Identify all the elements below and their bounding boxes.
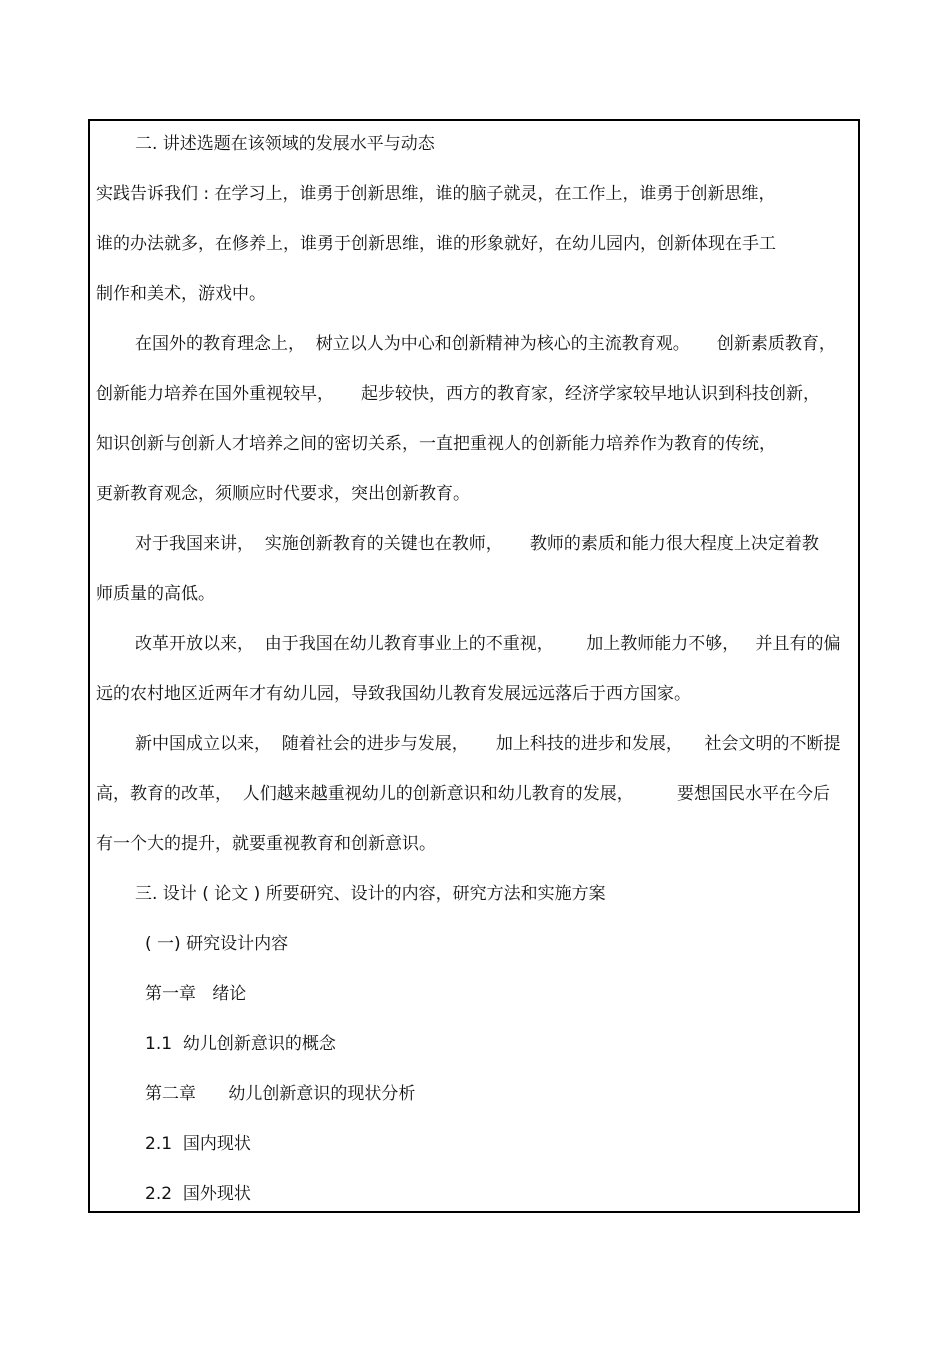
paragraph-line: 创新能力培养在国外重视较早， 起步较快，西方的教育家，经济学家较早地认识到科技创新， [96,384,821,404]
paragraph-line: 有一个大的提升，就要重视教育和创新意识。 [96,834,436,854]
chapter-1-title: 第一章 绪论 [145,984,247,1004]
section-heading-3: 三. 设计 ( 论文 ) 所要研究、设计的内容，研究方法和实施方案 [135,884,606,904]
paragraph-line: 在国外的教育理念上， 树立以人为中心和创新精神为核心的主流教育观。 创新素质教育， [135,334,836,354]
chapter-2-title: 第二章 幼儿创新意识的现状分析 [145,1084,416,1104]
paragraph-line: 制作和美术，游戏中。 [96,284,266,304]
paragraph-line: 远的农村地区近两年才有幼儿园，导致我国幼儿教育发展远远落后于西方国家。 [96,684,691,704]
paragraph-line: 实践告诉我们 : 在学习上，谁勇于创新思维，谁的脑子就灵，在工作上，谁勇于创新思维， [96,184,776,204]
paragraph-line: 改革开放以来， 由于我国在幼儿教育事业上的不重视， 加上教师能力不够， 并且有的偏 [135,634,841,654]
paragraph-line: 新中国成立以来， 随着社会的进步与发展， 加上科技的进步和发展， 社会文明的不断提 [135,734,841,754]
subsection-heading: ( 一) 研究设计内容 [145,934,289,954]
section-2-1: 2.1 国内现状 [145,1134,251,1154]
section-heading-2: 二. 讲述选题在该领域的发展水平与动态 [135,134,435,154]
paragraph-line: 师质量的高低。 [96,584,215,604]
paragraph-line: 知识创新与创新人才培养之间的密切关系，一直把重视人的创新能力培养作为教育的传统， [96,434,776,454]
paragraph-line: 对于我国来讲， 实施创新教育的关键也在教师， 教师的素质和能力很大程度上决定着教 [135,534,819,554]
paragraph-line: 谁的办法就多，在修养上，谁勇于创新思维，谁的形象就好，在幼儿园内，创新体现在手工 [96,234,776,254]
paragraph-line: 更新教育观念，须顺应时代要求，突出创新教育。 [96,484,470,504]
section-2-2: 2.2 国外现状 [145,1184,251,1204]
paragraph-line: 高，教育的改革， 人们越来越重视幼儿的创新意识和幼儿教育的发展， 要想国民水平在今后 [96,784,831,804]
section-1-1: 1.1 幼儿创新意识的概念 [145,1034,336,1054]
